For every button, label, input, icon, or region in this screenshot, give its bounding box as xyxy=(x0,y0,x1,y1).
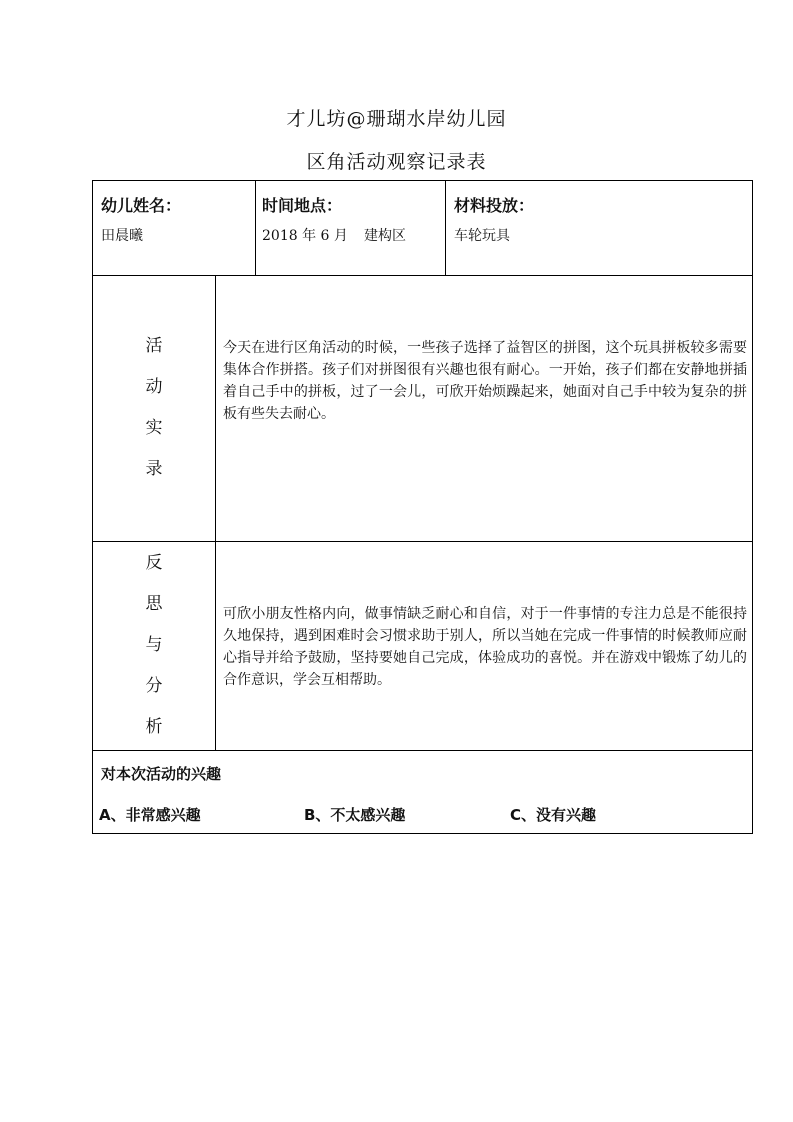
child-name-value: 田晨曦 xyxy=(101,228,143,244)
row-divider xyxy=(93,275,752,276)
label-char: 与 xyxy=(145,635,163,655)
activity-record-label xyxy=(93,326,215,490)
label-char: 录 xyxy=(145,459,163,479)
document-title: 才儿坊@珊瑚水岸幼儿园 xyxy=(286,108,507,130)
label-char: 实 xyxy=(145,418,163,438)
row-divider xyxy=(93,750,752,751)
date-value: 2018 年 6 月 xyxy=(262,228,348,244)
child-name-label: 幼儿姓名： xyxy=(101,196,182,215)
label-char: 活 xyxy=(145,336,163,356)
label-char: 分 xyxy=(145,676,163,696)
label-char: 反 xyxy=(145,553,163,573)
form-title: 区角活动观察记录表 xyxy=(306,151,487,173)
materials-value: 车轮玩具 xyxy=(454,228,510,244)
label-char: 思 xyxy=(145,594,163,614)
observation-table xyxy=(92,180,753,834)
row-divider xyxy=(93,541,752,542)
interest-option-a: A、非常感兴趣 xyxy=(99,806,201,824)
interest-option-c: C、没有兴趣 xyxy=(510,806,597,824)
column-divider xyxy=(215,275,216,750)
place-value: 建构区 xyxy=(364,228,406,244)
reflection-text: 可欣小朋友性格内向，做事情缺乏耐心和自信，对于一件事情的专注力总是不能很持久地保持，遇到困难时会习惯求助于别人，所以当她在完成一件事情的时候教师应耐心指导并给予鼓励，坚持要她自己完成，体验成功的喜悦。并在游戏中锻炼了幼儿的合作意识，学会互相帮助。 xyxy=(223,606,747,688)
label-char: 析 xyxy=(145,717,163,737)
column-divider xyxy=(255,181,256,275)
column-divider xyxy=(445,181,446,275)
interest-option-b: B、不太感兴趣 xyxy=(304,806,406,824)
reflection-label xyxy=(93,543,215,748)
materials-label: 材料投放： xyxy=(454,196,535,215)
interest-title: 对本次活动的兴趣 xyxy=(101,765,222,783)
time-place-label: 时间地点： xyxy=(262,196,343,215)
activity-record-text: 今天在进行区角活动的时候，一些孩子选择了益智区的拼图，这个玩具拼板较多需要集体合作拼搭。孩子们对拼图很有兴趣也很有耐心。一开始，孩子们都在安静地拼插着自己手中的拼板，过了一会儿，可欣开始烦躁起来，她面对自己手中较为复杂的拼板有些失去耐心。 xyxy=(223,340,747,422)
label-char: 动 xyxy=(145,377,163,397)
